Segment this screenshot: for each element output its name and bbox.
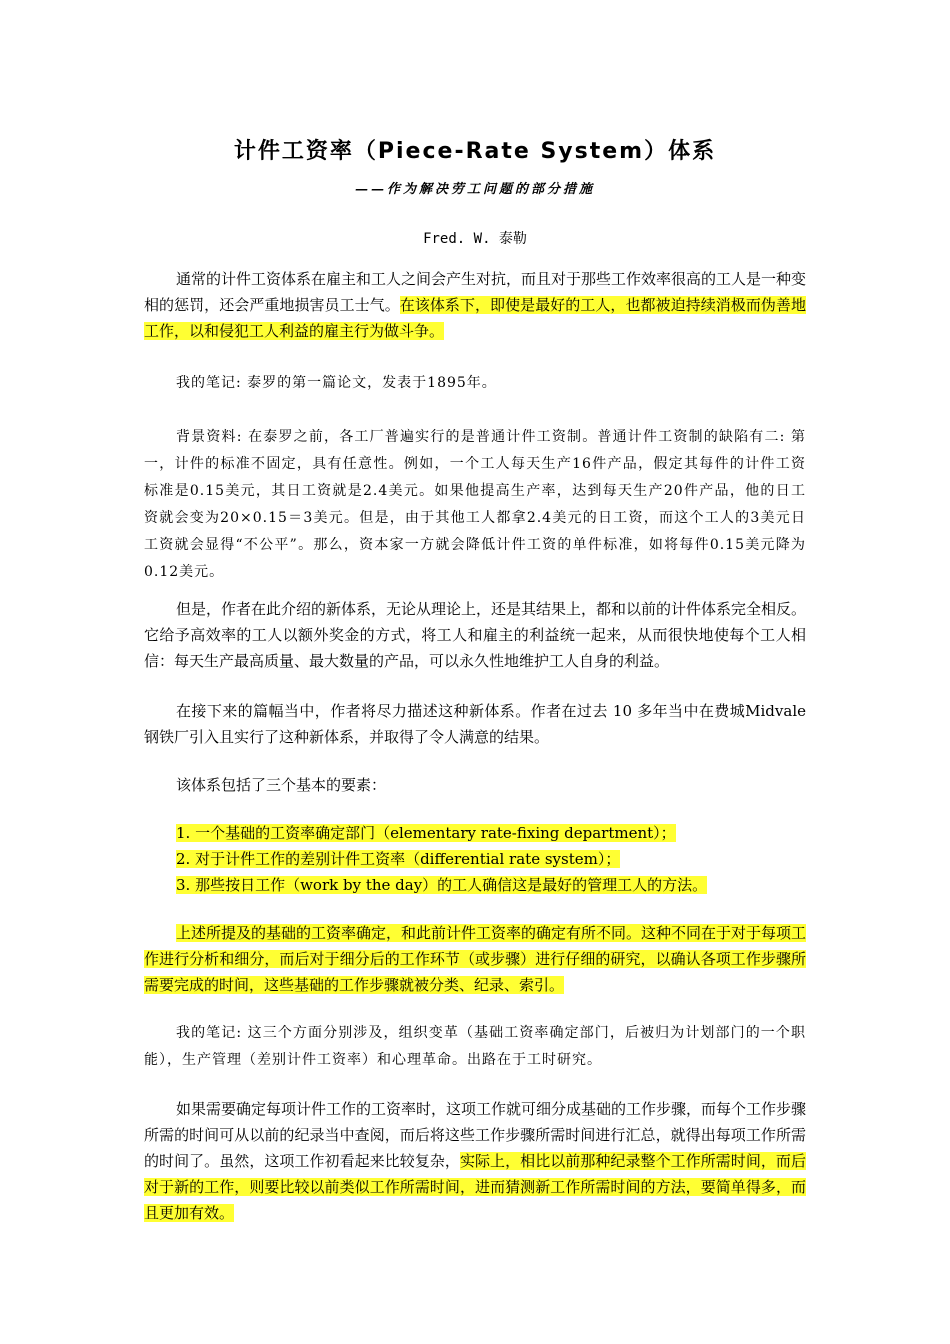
rate-calculation-highlight: 实际上，相比以前那种纪录整个工作所需时间，而后对于新的工作，则要比较以前类似工作所需时间，进而猜测新工作所需时间的方法，要简单得多，而且更加有效。 [144,1152,806,1222]
author-line: Fred. W. 泰勒 [423,231,527,247]
list-item: 1. 一个基础的工资率确定部门（elementary rate-fixing department）； [176,824,676,842]
intro-highlight: 在该体系下，即使是最好的工人，也都被迫持续消极而伪善地工作，以和侵犯工人利益的雇主行为做斗争。 [144,296,806,340]
rate-calculation-text: 如果需要确定每项计件工作的工资率时，这项工作就可细分成基础的工作步骤，而每个工作步骤所需的时间可从以前的纪录当中查阅，而后将这些工作步骤所需时间进行汇总，就得出每项工作所需的时间了。虽然，这项工作初看起来比较复杂， [144,1100,807,1170]
rate-fixing-paragraph [144,920,806,998]
rate-calculation-paragraph [144,1096,806,1226]
list-item: 3. 那些按日工作（work by the day）的工人确信这是最好的管理工人的方法。 [176,876,708,894]
document-subtitle: ——作为解决劳工问题的部分措施 [354,182,595,197]
background-paragraph: 背景资料: 在泰罗之前，各工厂普遍实行的是普通计件工资制。普通计件工资制的缺陷有二: 第一，计件的标准不固定，具有任意性。例如，一个工人每天生产16件产品，假定其每件的计件工资标准是0.15美元，其日工资就是2.4美元。如果他提高生产率，达到每天生产20件产品，他的日工资就会变为20×0.15＝3美元。但是，由于其他工人都拿2.4美元的日工资，而这个工人的3美元日工资就会显得“不公平”。那么，资本家一方就会降低计件工资的单件标准，如将每件0.15美元降为0.12美元。 [144,429,806,580]
new-system-paragraph: 但是，作者在此介绍的新体系，无论从理论上，还是其结果上，都和以前的计件体系完全相反。它给予高效率的工人以额外奖金的方式，将工人和雇主的利益统一起来，从而很快地使每个工人相信：每天生产最高质量、最大数量的产品，可以永久性地维护工人自身的利益。 [144,600,807,670]
midvale-paragraph: 在接下来的篇幅当中，作者将尽力描述这种新体系。作者在过去 10 多年当中在费城Midvale 钢铁厂引入且实行了这种新体系，并取得了令人满意的结果。 [144,702,806,746]
intro-paragraph [144,266,806,344]
rate-fixing-highlight: 上述所提及的基础的工资率确定，和此前计件工资率的确定有所不同。这种不同在于对于每项工作进行分析和细分，而后对于细分后的工作环节（或步骤）进行仔细的研究，以确认各项工作步骤所需要完成的时间，这些基础的工作步骤就被分类、纪录、索引。 [144,924,807,994]
elements-intro: 该体系包括了三个基本的要素： [176,776,387,794]
note-first-paper: 我的笔记: 泰罗的第一篇论文，发表于1895年。 [176,375,497,391]
note-three-aspects: 我的笔记: 这三个方面分别涉及，组织变革（基础工资率确定部门，后被归为计划部门的一个职能），生产管理（差别计件工资率）和心理革命。出路在于工时研究。 [144,1025,806,1068]
document-title: 计件工资率（Piece-Rate System）体系 [233,139,717,164]
elements-list [176,820,806,898]
list-item: 2. 对于计件工作的差别计件工资率（differential rate system）； [176,850,621,868]
intro-text: 通常的计件工资体系在雇主和工人之间会产生对抗，而且对于那些工作效率很高的工人是一种变相的惩罚，还会严重地损害员工士气。 [144,270,807,314]
